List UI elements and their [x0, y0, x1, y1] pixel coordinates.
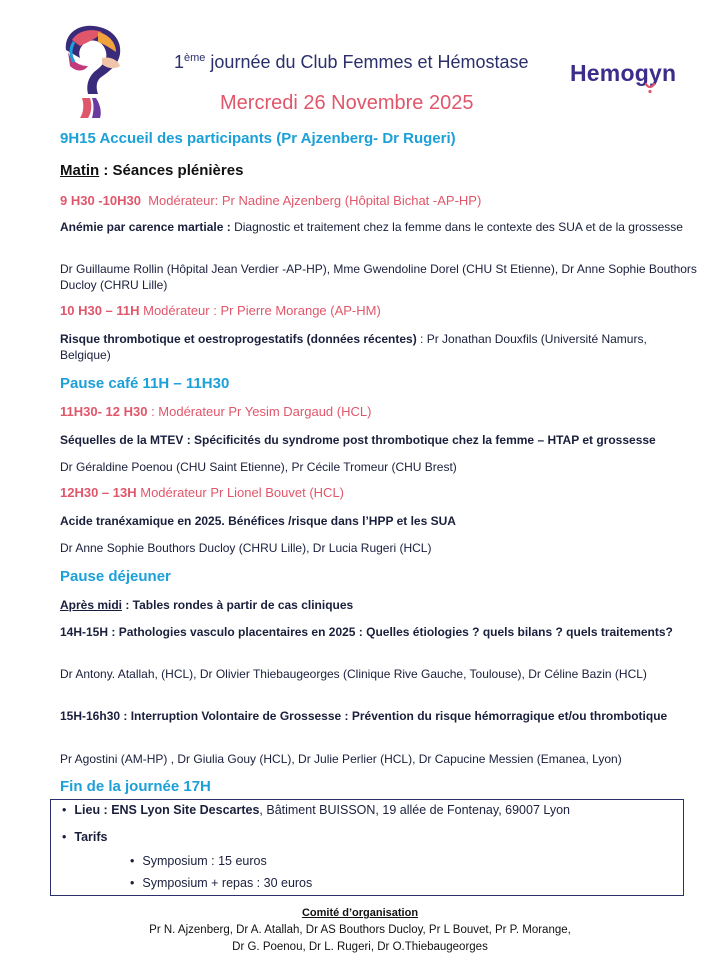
- session-3-talk: Séquelles de la MTEV : Spécificités du syndrome post thrombotique chez la femme – HTAP et grossesse: [60, 433, 656, 447]
- welcome-heading: 9H15 Accueil des participants (Pr Ajzenberg- Dr Rugeri): [60, 130, 456, 147]
- brand-accent-icon: [644, 82, 656, 94]
- session-4-talk: Acide tranéxamique en 2025. Bénéfices /risque dans l’HPP et les SUA: [60, 514, 456, 528]
- round-table-2-speakers: Pr Agostini (AM-HP) , Dr Giulia Gouy (HCL), Dr Julie Perlier (HCL), Dr Capucine Messien (Emanea, Lyon): [60, 752, 622, 766]
- committee-title: Comité d’organisation: [301, 907, 419, 919]
- committee-line-2: Dr G. Poenou, Dr L. Rugeri, Dr O.Thiebaugeorges: [232, 941, 488, 953]
- round-table-1-speakers: Dr Antony. Atallah, (HCL), Dr Olivier Thiebaugeorges (Clinique Rive Gauche, Toulouse), Dr Céline Bazin (HCL): [60, 667, 647, 681]
- session-1-speakers: Dr Guillaume Rollin (Hôpital Jean Verdier -AP-HP), Mme Gwendoline Dorel (CHU St Etienne), Dr Anne Sophie Bouthors Ducloy (CHRU Lille): [60, 262, 697, 292]
- session-1-talk: Anémie par carence martiale : Diagnostic et traitement chez la femme dans le contexte des SUA et de la grossesse: [60, 220, 683, 234]
- end-heading: Fin de la journée 17H: [60, 778, 211, 795]
- pricing-label: • Tarifs: [62, 830, 108, 844]
- session-3-header: 11H30- 12 H30 : Modérateur Pr Yesim Dargaud (HCL): [60, 404, 372, 419]
- session-4-speakers: Dr Anne Sophie Bouthors Ducloy (CHRU Lille), Dr Lucia Rugeri (HCL): [60, 541, 432, 555]
- coffee-break-heading: Pause café 11H – 11H30: [60, 375, 230, 392]
- pricing-item-1: • Symposium : 15 euros: [130, 854, 267, 868]
- pricing-item-2: • Symposium + repas : 30 euros: [130, 876, 313, 890]
- women-illustration: [58, 22, 130, 120]
- event-date: Mercredi 26 Novembre 2025: [220, 92, 474, 114]
- round-table-1-talk: 14H-15H : Pathologies vasculo placentaires en 2025 : Quelles étiologies ? quels bilans ? quels traitements?: [60, 625, 673, 639]
- afternoon-heading: Après midi : Tables rondes à partir de cas cliniques: [60, 598, 354, 612]
- session-4-header: 12H30 – 13H Modérateur Pr Lionel Bouvet (HCL): [60, 485, 344, 500]
- session-2-talk: Risque thrombotique et oestroprogestatifs (données récentes) : Pr Jonathan Douxfils (Université Namurs, Belgique): [60, 332, 647, 362]
- morning-heading: Matin : Séances plénières: [60, 162, 244, 179]
- session-3-speakers: Dr Géraldine Poenou (CHU Saint Etienne), Pr Cécile Tromeur (CHU Brest): [60, 460, 457, 474]
- event-title: 1ème journée du Club Femmes et Hémostase: [174, 52, 529, 72]
- committee-line-1: Pr N. Ajzenberg, Dr A. Atallah, Dr AS Bouthors Ducloy, Pr L Bouvet, Pr P. Morange,: [149, 924, 571, 936]
- session-1-header: 9 H30 -10H30 Modérateur: Pr Nadine Ajzenberg (Hôpital Bichat -AP-HP): [60, 193, 482, 208]
- venue-line: • Lieu : ENS Lyon Site Descartes, Bâtiment BUISSON, 19 allée de Fontenay, 69007 Lyon: [62, 803, 571, 817]
- session-2-header: 10 H30 – 11H Modérateur : Pr Pierre Morange (AP-HM): [60, 303, 381, 318]
- round-table-2-talk: 15H-16h30 : Interruption Volontaire de Grossesse : Prévention du risque hémorragique et/ou thrombotique: [60, 709, 668, 723]
- lunch-heading: Pause déjeuner: [60, 568, 171, 585]
- brand-logo: Hemogyn: [570, 60, 677, 86]
